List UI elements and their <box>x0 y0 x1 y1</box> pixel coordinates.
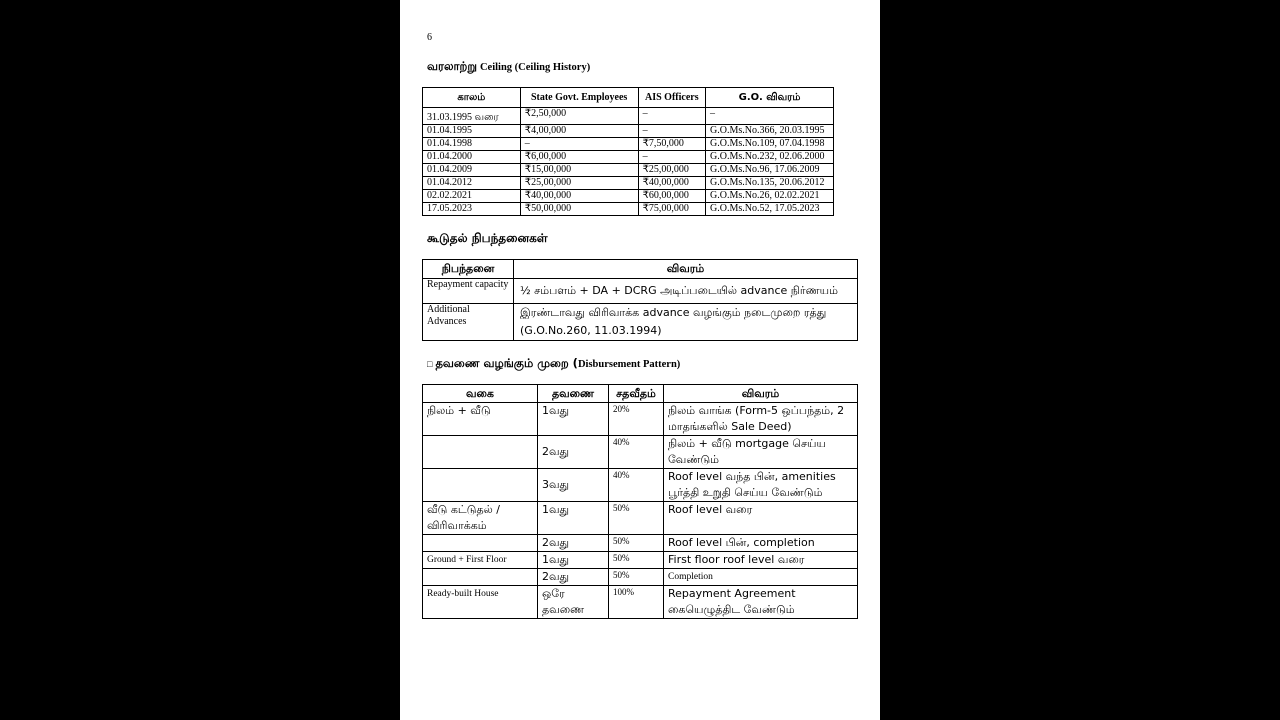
table-row <box>423 108 834 125</box>
table-cell: ஒரே தவணை <box>538 586 609 619</box>
table-cell: ₹4,00,000 <box>520 125 638 138</box>
table-row <box>423 164 834 177</box>
column-header: G.O. விவரம் <box>706 88 834 108</box>
heading-ta: தவணை வழங்கும் முறை ( <box>435 356 578 370</box>
table-cell <box>423 436 538 469</box>
column-header: State Govt. Employees <box>520 88 638 108</box>
table-row <box>423 190 834 203</box>
table-row <box>423 535 858 552</box>
table-cell: Repayment Agreement கையெழுத்திட வேண்டும் <box>664 586 858 619</box>
table-cell: Roof level பின், completion <box>664 535 858 552</box>
table-cell: 20% <box>609 403 664 436</box>
table-cell: 100% <box>609 586 664 619</box>
table-row <box>423 304 858 341</box>
table-row <box>423 151 834 164</box>
table-row <box>423 569 858 586</box>
table-cell: 50% <box>609 535 664 552</box>
table-cell: First floor roof level வரை <box>664 552 858 569</box>
heading-en: Disbursement Pattern) <box>577 359 681 370</box>
column-header: விவரம் <box>514 260 858 279</box>
table-cell: Completion <box>664 569 858 586</box>
table-row <box>423 125 834 138</box>
table-cell: 1வது <box>538 403 609 436</box>
table-cell: G.O.Ms.No.232, 02.06.2000 <box>706 151 834 164</box>
table-cell: Repayment capacity <box>423 279 514 304</box>
table-cell: ₹6,00,000 <box>520 151 638 164</box>
table-cell: 01.04.1995 <box>423 125 521 138</box>
table-cell: 2வது <box>538 436 609 469</box>
table-header-row <box>423 260 858 279</box>
table-header-row <box>423 88 834 108</box>
table-cell: 01.04.1998 <box>423 138 521 151</box>
column-header: விவரம் <box>664 385 858 403</box>
table-cell: ₹40,00,000 <box>520 190 638 203</box>
table-cell: – <box>638 151 705 164</box>
table-cell: ₹75,00,000 <box>638 203 705 216</box>
table-cell: Roof level வரை <box>664 502 858 535</box>
table-cell: Additional Advances <box>423 304 514 341</box>
table-cell: Ground + First Floor <box>423 552 538 569</box>
table-cell: 01.04.2009 <box>423 164 521 177</box>
table-row <box>423 177 834 190</box>
table-row <box>423 502 858 535</box>
column-header: சதவீதம் <box>609 385 664 403</box>
table-row <box>423 552 858 569</box>
section-heading-additional-conditions: கூடுதல் நிபந்தனைகள் <box>427 231 548 245</box>
table-cell: G.O.Ms.No.135, 20.06.2012 <box>706 177 834 190</box>
ceiling-history-table <box>422 87 834 216</box>
table-cell: 40% <box>609 469 664 502</box>
table-cell: 1வது <box>538 552 609 569</box>
table-row <box>423 138 834 151</box>
table-cell: 3வது <box>538 469 609 502</box>
table-cell: ₹50,00,000 <box>520 203 638 216</box>
table-row <box>423 403 858 436</box>
table-cell: – <box>520 138 638 151</box>
table-cell: 02.02.2021 <box>423 190 521 203</box>
table-row <box>423 279 858 304</box>
table-cell: G.O.Ms.No.26, 02.02.2021 <box>706 190 834 203</box>
heading-en: Ceiling (Ceiling History) <box>479 62 591 73</box>
additional-conditions-table <box>422 259 858 341</box>
table-cell: – <box>638 108 705 125</box>
column-header: AIS Officers <box>638 88 705 108</box>
table-cell: 40% <box>609 436 664 469</box>
table-cell: Ready-built House <box>423 586 538 619</box>
table-cell: ₹60,00,000 <box>638 190 705 203</box>
table-cell: G.O.Ms.No.96, 17.06.2009 <box>706 164 834 177</box>
column-header: காலம் <box>423 88 521 108</box>
table-cell: 50% <box>609 552 664 569</box>
column-header: தவணை <box>538 385 609 403</box>
table-cell: – <box>706 108 834 125</box>
table-row <box>423 469 858 502</box>
table-cell <box>423 569 538 586</box>
table-row <box>423 203 834 216</box>
table-cell: இரண்டாவது விரிவாக்க advance வழங்கும் நடைமுறை ரத்து (G.O.No.260, 11.03.1994) <box>514 304 858 341</box>
document-page <box>400 0 880 720</box>
section-heading-ceiling-history <box>427 59 590 75</box>
table-row <box>423 586 858 619</box>
table-cell: ₹15,00,000 <box>520 164 638 177</box>
table-cell: – <box>638 125 705 138</box>
table-cell: Roof level வந்த பின், amenities பூர்த்தி உறுதி செய்ய வேண்டும் <box>664 469 858 502</box>
table-cell: வீடு கட்டுதல் / விரிவாக்கம் <box>423 502 538 535</box>
table-cell: ₹2,50,000 <box>520 108 638 125</box>
heading-ta: வரலாற்று <box>427 59 477 73</box>
table-cell: ₹25,00,000 <box>638 164 705 177</box>
table-cell <box>423 469 538 502</box>
table-cell: 17.05.2023 <box>423 203 521 216</box>
table-cell: நிலம் + வீடு <box>423 403 538 436</box>
checkbox-square-icon: □ <box>427 359 433 369</box>
table-cell: G.O.Ms.No.366, 20.03.1995 <box>706 125 834 138</box>
table-cell: ₹40,00,000 <box>638 177 705 190</box>
table-row <box>423 436 858 469</box>
column-header: வகை <box>423 385 538 403</box>
table-cell <box>423 535 538 552</box>
table-header-row <box>423 385 858 403</box>
disbursement-pattern-table <box>422 384 858 619</box>
table-cell: 1வது <box>538 502 609 535</box>
section-heading-disbursement-pattern <box>427 356 680 372</box>
table-cell: 01.04.2012 <box>423 177 521 190</box>
table-cell: ½ சம்பளம் + DA + DCRG அடிப்படையில் advance நிர்ணயம் <box>514 279 858 304</box>
table-cell: 50% <box>609 502 664 535</box>
table-cell: ₹7,50,000 <box>638 138 705 151</box>
table-cell: 2வது <box>538 535 609 552</box>
page-number: 6 <box>427 32 432 43</box>
column-header: நிபந்தனை <box>423 260 514 279</box>
table-cell: 2வது <box>538 569 609 586</box>
table-cell: ₹25,00,000 <box>520 177 638 190</box>
table-cell: G.O.Ms.No.109, 07.04.1998 <box>706 138 834 151</box>
table-cell: 31.03.1995 வரை <box>423 108 521 125</box>
table-cell: 01.04.2000 <box>423 151 521 164</box>
table-cell: 50% <box>609 569 664 586</box>
table-cell: நிலம் + வீடு mortgage செய்ய வேண்டும் <box>664 436 858 469</box>
table-cell: G.O.Ms.No.52, 17.05.2023 <box>706 203 834 216</box>
table-cell: நிலம் வாங்க (Form-5 ஒப்பந்தம், 2 மாதங்களில் Sale Deed) <box>664 403 858 436</box>
